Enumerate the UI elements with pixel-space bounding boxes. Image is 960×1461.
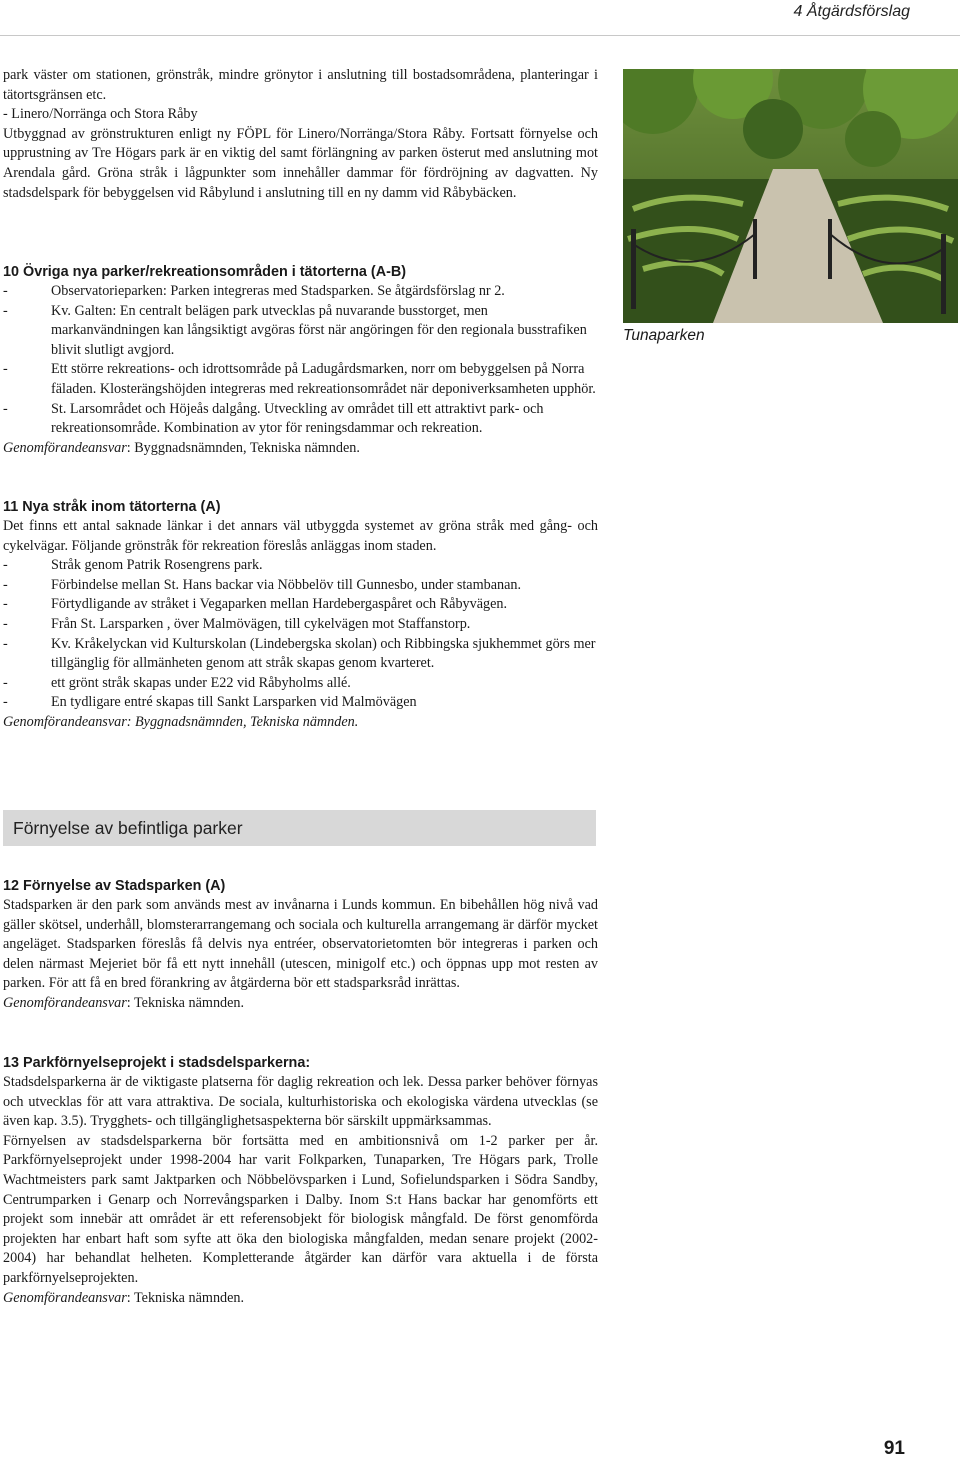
list-item: - Kv. Kråkelyckan vid Kulturskolan (Lindebergska skolan) och Ribbingska sjukhemmet görs mer tillgänglig för allmänheten genom att stråk skapas genom kvarteret.	[3, 635, 596, 672]
list-item: - Observatorieparken: Parken integreras med Stadsparken. Se åtgärdsförslag nr 2.	[3, 283, 505, 299]
section-11	[3, 497, 598, 733]
list-item: - Kv. Galten: En centralt belägen park utvecklas på nuvarande busstorget, men markanvändningen kan långsiktigt avgöras först när angöringen för den regionala busstrafiken blivit slutligt avgjord.	[3, 302, 587, 358]
section-13-text-1: Stadsdelsparkerna är de viktigaste platserna för daglig rekreation och lek. Dessa parker behöver förnyas och utvecklas för att vara attraktiva. De sociala, kulturhistoriska och ekologiska värdena utvecklas (se även kap. 3.5). Trygghets- och tillgänglighetsaspekterna bör särskilt uppmärksammas.	[3, 1074, 598, 1130]
section-11-heading: 11 Nya stråk inom tätorterna (A)	[3, 499, 221, 515]
section-banner	[3, 810, 596, 846]
section-13-text-2: Förnyelsen av stadsdelsparkerna bör fortsätta med en ambitionsnivå om 1-2 parker per år. Parkförnyelseprojekt under 1998-2004 har varit Folkparken, Tunaparken, Tre Högars park, Trolle Wachtmeisters park samt Jaktparken och Nöbbelövsparken i Lund, Sofielundsparken i Södra Sandby, Centrumparken i Genarp och Norrevångsparken i Dalby. Inom S:t Hans backar har genomförts ett projekt som innebär att området är ett referensobjekt för biologisk mångfald. De först genomförda projekten har enbart haft som syfte att öka den biologiska mångfalden, medan senare projekt (2002-2004) har behandlat helheten. Kompletterande åtgärder kan därför vara aktuella i de första parkförnyelseprojekten.	[3, 1132, 598, 1286]
list-item: - St. Larsområdet och Höjeås dalgång. Utveckling av området till ett attraktivt park- och rekreationsområde. Kombination av ytor för reningsdammar och rekreation.	[3, 400, 544, 437]
intro-block	[3, 66, 598, 203]
section-11-text: Det finns ett antal saknade länkar i det annars väl utbyggda systemet av gröna stråk med gång- och cykelvägar. Följande grönstråk för rekreation föreslås anläggas inom staden.	[3, 518, 598, 554]
linero-heading: - Linero/Norränga och Stora Råby	[3, 106, 198, 123]
section-13	[3, 1053, 598, 1308]
section-12-responsibility: Genomförandeansvar: Tekniska nämnden.	[3, 994, 245, 1011]
section-12-heading: 12 Förnyelse av Stadsparken (A)	[3, 878, 226, 894]
section-10-heading: 10 Övriga nya parker/rekreationsområden i tätorterna (A-B)	[3, 264, 407, 280]
section-13-responsibility: Genomförandeansvar: Tekniska nämnden.	[3, 1289, 245, 1306]
page-number: 91	[883, 1438, 905, 1459]
section-10-responsibility: Genomförandeansvar: Byggnadsnämnden, Tekniska nämnden.	[3, 439, 360, 456]
linero-text: Utbyggnad av grönstrukturen enligt ny FÖPL för Linero/Norränga/Stora Råby. Fortsatt förnyelse och upprustning av Tre Högars park är en viktig del samt förlängning av parken österut med anslutning mot Arendala gård. Gröna stråk i lågpunkter som innehåller dammar för fördröjning av dagvatten. Ny stadsdelspark för bebyggelsen vid Råbylund i anslutning till en ny damm vid Råbybäcken.	[3, 125, 598, 201]
list-item: - Stråk genom Patrik Rosengrens park.	[3, 557, 263, 574]
header-divider	[0, 35, 960, 36]
section-12	[3, 876, 598, 1014]
photo-caption: Tunaparken	[623, 327, 705, 344]
section-12-text: Stadsparken är den park som används mest av invånarna i Lunds kommun. En bibehållen hög nivå vad gäller skötsel, underhåll, blomsterarrangemang och sociala och kulturella arrangemang är därför mycket angeläget. Stadsparken föreslås få delvis nya entréer, observatorietomten bör integreras i parken och delen närmast Mejeriet bör få ett nytt innehåll (utescen, minigolf etc.) och öppnas upp mot resten av parken. För att få en bred förankring av åtgärderna bör ett stadsparksråd inrättas.	[3, 897, 598, 992]
intro-text: park väster om stationen, grönstråk, mindre grönytor i anslutning till bostadsområdena, planteringar i tätortsgränsen etc.	[3, 67, 598, 103]
park-photo	[623, 69, 958, 323]
list-item: - ett grönt stråk skapas under E22 vid Råbyholms allé.	[3, 674, 351, 691]
list-item: - Ett större rekreations- och idrottsområde på Ladugårdsmarken, norr om bebyggelsen på Norra fäladen. Klosterängshöjden integreras med rekreationsområdet när deponiverksamheten upphör.	[3, 361, 596, 397]
list-item: - Förbindelse mellan St. Hans backar via Nöbbelöv till Gunnesbo, under stambanan.	[3, 576, 522, 593]
section-13-heading: 13 Parkförnyelseprojekt i stadsdelsparkerna:	[3, 1055, 311, 1071]
list-item: - Förtydligande av stråket i Vegaparken mellan Hardebergaspåret och Råbyvägen.	[3, 596, 508, 613]
banner-title: Förnyelse av befintliga parker	[13, 818, 243, 838]
section-11-responsibility: Genomförandeansvar: Byggnadsnämnden, Tekniska nämnden.	[3, 713, 359, 730]
section-10	[3, 262, 598, 458]
list-item: - Från St. Larsparken , över Malmövägen, till cykelvägen mot Staffanstorp.	[3, 615, 471, 632]
chapter-title: 4 Åtgärdsförslag	[793, 3, 910, 20]
list-item: - En tydligare entré skapas till Sankt Larsparken vid Malmövägen	[3, 694, 417, 711]
